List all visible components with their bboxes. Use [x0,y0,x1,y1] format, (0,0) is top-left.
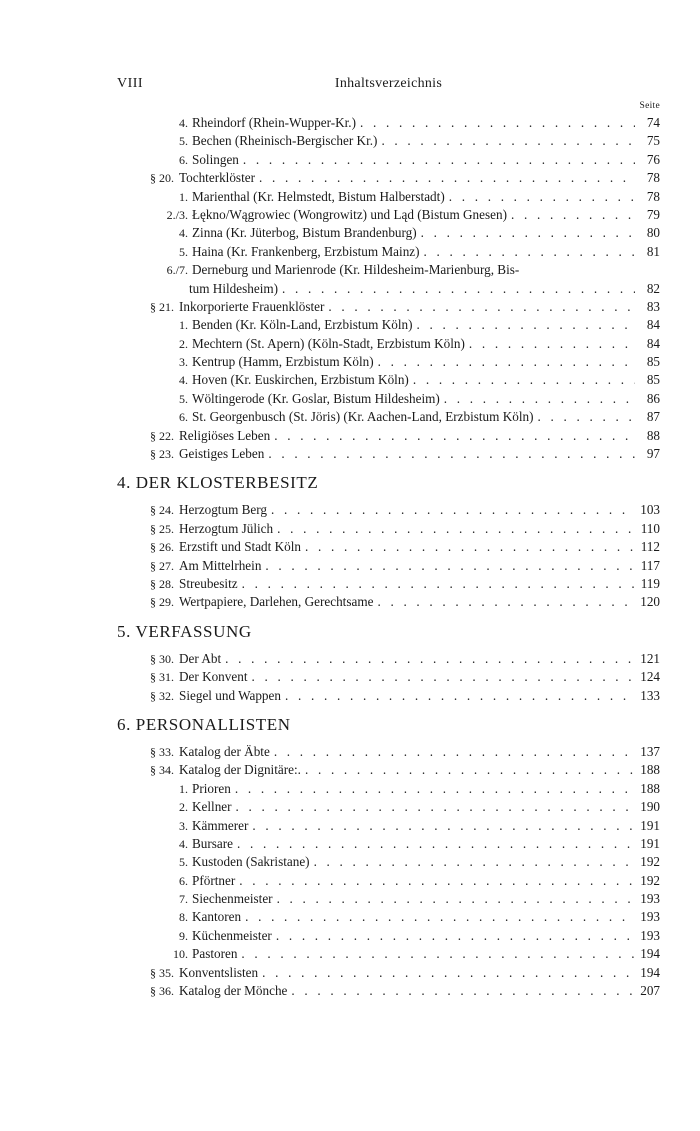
toc-section-entry [0,668,700,686]
entry-number: 6. [179,152,188,167]
entry-content [192,890,660,908]
entry-content [192,206,660,224]
entry-page-number: 78 [646,170,660,186]
entry-number: 8. [179,910,188,925]
entry-content [179,575,660,593]
entry-page-number: 188 [640,762,660,778]
entry-number: § 29. [150,595,174,610]
entry-number: § 22. [150,428,174,443]
entry-number: 2./3. [166,207,188,222]
leader-dots [277,520,635,538]
leader-dots [378,353,635,371]
leader-dots [424,243,635,261]
leader-dots [360,114,635,132]
entry-number: § 31. [150,670,174,685]
page-column-heading: Seite [639,101,660,111]
entry-title: Pastoren [192,946,238,962]
leader-dots [282,280,635,298]
entry-page-number: 117 [640,557,660,573]
entry-title: Kantoren [192,909,242,925]
leader-dots [239,872,635,890]
entry-number: 5. [179,855,188,870]
leader-dots [277,890,635,908]
entry-number: 10. [173,947,188,962]
entry-number: 4. [179,116,188,130]
entry-title: Streubesitz [179,575,238,591]
entry-number: 1. [179,318,188,333]
entry-content [179,538,660,556]
toc-subentry [0,371,700,389]
entry-title: Bechen (Rheinisch-Bergischer Kr.) [192,133,378,149]
leader-dots [274,427,635,445]
leader-dots [421,224,635,242]
leader-dots [265,557,635,575]
running-title: Inhaltsverzeichnis [334,76,443,91]
entry-title: Siechenmeister [192,891,273,907]
entry-page-number: 85 [646,372,660,388]
entry-content [192,798,660,816]
entry-page-number: 78 [646,188,660,204]
entry-page-number: 120 [640,594,660,610]
entry-page-number: 194 [640,946,660,962]
leader-dots [537,408,635,426]
entry-content [192,872,660,890]
toc-section-entry [0,964,700,982]
entry-page-number: 190 [640,799,660,815]
toc-subentry [0,408,700,426]
entry-page-number: 85 [646,354,660,370]
entry-page-number: 83 [646,298,660,314]
entry-page-number: 191 [640,817,660,833]
chapter-heading [0,463,700,501]
leader-dots [242,575,635,593]
toc-subentry [0,261,700,279]
entry-content [192,224,660,242]
entry-title: Wertpapiere, Darlehen, Gerechtsame [179,594,374,610]
entry-content [179,520,660,538]
leader-dots [305,538,635,556]
entry-number: 4. [179,836,188,851]
entry-content [192,945,660,963]
entry-title: Küchenmeister [192,927,272,943]
entry-content [179,169,660,187]
entry-page-number: 75 [646,133,660,149]
toc-subentry [0,908,700,926]
entry-page-number: 86 [646,390,660,406]
entry-page-number: 193 [640,927,660,943]
entry-content [192,114,660,132]
toc-section-entry [0,761,700,779]
entry-number: 6. [179,410,188,425]
toc-subentry [0,280,700,298]
entry-number: 7. [179,892,188,907]
entry-page-number: 79 [646,206,660,222]
entry-number: 2. [179,336,188,351]
entry-title: Katalog der Mönche [179,983,288,999]
entry-number: § 35. [150,965,174,980]
chapter-heading [0,705,700,743]
entry-number: § 27. [150,558,174,573]
entry-page-number: 137 [640,743,660,759]
toc-section-entry [0,743,700,761]
entry-content [179,982,660,1000]
entry-title: Am Mittelrhein [179,557,262,573]
entry-number: 4. [179,226,188,241]
entry-number: 5. [179,244,188,259]
entry-title: Łękno/Wągrowiec (Wongrowitz) und Ląd (Bistum Gnesen) [192,206,507,222]
leader-dots [262,964,635,982]
entry-title: Herzogtum Jülich [179,520,274,536]
entry-title: Katalog der Äbte [179,743,270,759]
entry-title: Hoven (Kr. Euskirchen, Erzbistum Köln) [192,372,409,388]
leader-dots [444,390,635,408]
chapter-heading-text: 5. VERFASSUNG [117,621,252,641]
leader-dots [235,780,635,798]
entry-page-number: 124 [640,669,660,685]
leader-dots [285,687,635,705]
entry-title: Solingen [192,151,239,167]
toc-subentry [0,890,700,908]
toc-section-entry [0,687,700,705]
entry-title: tum Hildesheim) [189,280,279,296]
entry-content [179,557,660,575]
toc-section-entry [0,445,700,463]
entry-content [179,593,660,611]
leader-dots [381,132,635,150]
toc-section-entry [0,298,700,316]
entry-page-number: 88 [646,427,660,443]
entry-page-number: 76 [646,151,660,167]
chapter-heading-text: 6. PERSONALLISTEN [117,714,291,734]
entry-number: § 21. [150,299,174,314]
toc-section-entry [0,557,700,575]
chapter-heading-text: 4. DER KLOSTERBESITZ [117,473,319,493]
entry-content [192,908,660,926]
entry-number: § 20. [150,171,174,186]
entry-content [179,501,660,519]
toc-subentry [0,132,700,150]
entry-number: 3. [179,355,188,370]
entry-page-number: 119 [640,575,660,591]
entry-title: Inkorporierte Frauenklöster [179,298,325,314]
entry-page-number: 81 [646,243,660,259]
entry-content [192,927,660,945]
entry-title: Pförtner [192,872,236,888]
entry-page-number: 192 [640,872,660,888]
entry-title: Kämmerer [192,817,249,833]
entry-title: Rheindorf (Rhein-Wupper-Kr.) [192,115,356,130]
entry-title: Tochterklöster [179,170,255,186]
page-number-roman: VIII [117,76,144,91]
leader-dots [237,835,635,853]
entry-content [179,761,660,779]
entry-page-number: 193 [640,891,660,907]
entry-number: § 30. [150,651,174,666]
toc-subentry [0,224,700,242]
entry-page-number: 103 [640,502,660,518]
entry-title: Der Konvent [179,669,248,685]
entry-title: Erzstift und Stadt Köln [179,539,301,555]
entry-title: Prioren [192,780,231,796]
toc-subentry [0,243,700,261]
entry-page-number: 110 [640,520,660,536]
entry-title: Der Abt [179,650,222,666]
entry-number: 6./7. [166,263,188,278]
entry-number: § 33. [150,744,174,759]
leader-dots [328,298,635,316]
entry-title: Marienthal (Kr. Helmstedt, Bistum Halberstadt) [192,188,445,204]
leader-dots [377,593,635,611]
entry-title: Wöltingerode (Kr. Goslar, Bistum Hildesheim) [192,390,440,406]
entry-content [192,316,660,334]
leader-dots [305,761,635,779]
entry-content [189,280,660,298]
toc-subentry [0,151,700,169]
entry-page-number: 82 [646,280,660,296]
entry-content [179,298,660,316]
entry-page-number: 207 [640,983,660,999]
entry-title: Zinna (Kr. Jüterbog, Bistum Brandenburg) [192,225,417,241]
entry-number: § 34. [150,763,174,778]
leader-dots [241,945,635,963]
entry-page-number: 97 [646,446,660,462]
entry-number: 6. [179,873,188,888]
toc-section-entry [0,575,700,593]
entry-number: § 25. [150,521,174,536]
entry-content [179,445,660,463]
toc-subentry [0,780,700,798]
leader-dots [314,853,635,871]
leader-dots [259,169,635,187]
entry-number: 5. [179,134,188,149]
entry-page-number: 193 [640,909,660,925]
entry-content [192,151,660,169]
entry-page-number: 133 [640,687,660,703]
toc-section-entry [0,169,700,187]
toc-section-entry [0,427,700,445]
leader-dots [268,445,635,463]
entry-number: 3. [179,818,188,833]
entry-number: § 26. [150,540,174,555]
toc-subentry [0,390,700,408]
leader-dots [413,371,635,389]
leader-dots [245,908,635,926]
entry-number: § 28. [150,576,174,591]
entry-content [179,743,660,761]
entry-number: § 36. [150,984,174,999]
toc-subentry [0,945,700,963]
leader-dots [449,188,635,206]
leader-dots [243,151,635,169]
entry-content [192,132,660,150]
entry-number: § 23. [150,447,174,462]
entry-title: Siegel und Wappen [179,687,281,703]
entry-content [179,650,660,668]
entry-page-number: 84 [646,335,660,351]
entry-title: Katalog der Dignitäre:. [179,762,301,778]
entry-title: Herzogtum Berg [179,502,268,518]
toc-subentry [0,188,700,206]
toc-subentry [0,353,700,371]
toc-subentry [0,114,700,132]
leader-dots [291,982,635,1000]
entry-page-number: 112 [640,539,660,555]
toc-subentry [0,817,700,835]
entry-content [192,390,660,408]
toc-section-entry [0,501,700,519]
entry-content [192,835,660,853]
chapter-heading [0,612,700,650]
toc-section-entry [0,982,700,1000]
entry-page-number: 194 [640,964,660,980]
leader-dots [511,206,635,224]
entry-title: Kentrup (Hamm, Erzbistum Köln) [192,354,374,370]
entry-content [179,964,660,982]
entry-title: Derneburg und Marienrode (Kr. Hildesheim-Marienburg, Bis- [192,262,520,278]
entry-page-number: 192 [640,854,660,870]
toc-subentry [0,835,700,853]
leader-dots [276,927,635,945]
entry-content [192,243,660,261]
leader-dots [271,501,635,519]
entry-number: § 24. [150,503,174,518]
entry-number: 4. [179,373,188,388]
entry-number: 1. [179,189,188,204]
leader-dots [274,743,635,761]
entry-content [192,261,660,279]
toc-section-entry [0,538,700,556]
leader-dots [252,817,635,835]
entry-title: Geistiges Leben [179,446,265,462]
entry-page-number: 191 [640,835,660,851]
toc-subentry [0,335,700,353]
entry-content [192,780,660,798]
toc-section-entry [0,520,700,538]
entry-number: 1. [179,781,188,796]
leader-dots [416,316,635,334]
entry-page-number: 87 [646,409,660,425]
entry-content [192,408,660,426]
entry-number: 9. [179,928,188,943]
entry-content [179,687,660,705]
leader-dots [469,335,635,353]
entry-number: § 32. [150,688,174,703]
entry-title: Konventslisten [179,964,259,980]
entry-title: Bursare [192,835,234,851]
toc-subentry [0,872,700,890]
leader-dots [251,668,635,686]
entry-title: Kellner [192,799,232,815]
entry-number: 5. [179,391,188,406]
entry-content [192,371,660,389]
entry-title: Kustoden (Sakristane) [192,854,310,870]
entry-content [192,353,660,371]
entry-title: Mechtern (St. Apern) (Köln-Stadt, Erzbistum Köln) [192,335,465,351]
toc-section-entry [0,650,700,668]
entry-content [192,335,660,353]
entry-content [192,853,660,871]
entry-page-number: 188 [640,780,660,796]
table-of-contents [0,114,700,1000]
entry-content [179,427,660,445]
toc-subentry [0,316,700,334]
entry-title: Haina (Kr. Frankenberg, Erzbistum Mainz) [192,243,420,259]
toc-subentry [0,927,700,945]
toc-section-entry [0,593,700,611]
leader-dots [236,798,635,816]
entry-page-number: 84 [646,317,660,333]
entry-content [192,188,660,206]
entry-content [192,817,660,835]
entry-title: Religiöses Leben [179,427,271,443]
toc-subentry [0,853,700,871]
entry-title: St. Georgenbusch (St. Jöris) (Kr. Aachen-Land, Erzbistum Köln) [192,409,534,425]
leader-dots [225,650,635,668]
entry-page-number: 74 [646,115,660,130]
toc-subentry [0,206,700,224]
entry-content [179,668,660,686]
entry-page-number: 80 [646,225,660,241]
entry-page-number: 121 [640,650,660,666]
page-header [117,76,660,96]
toc-subentry [0,798,700,816]
entry-number: 2. [179,800,188,815]
entry-title: Benden (Kr. Köln-Land, Erzbistum Köln) [192,317,413,333]
